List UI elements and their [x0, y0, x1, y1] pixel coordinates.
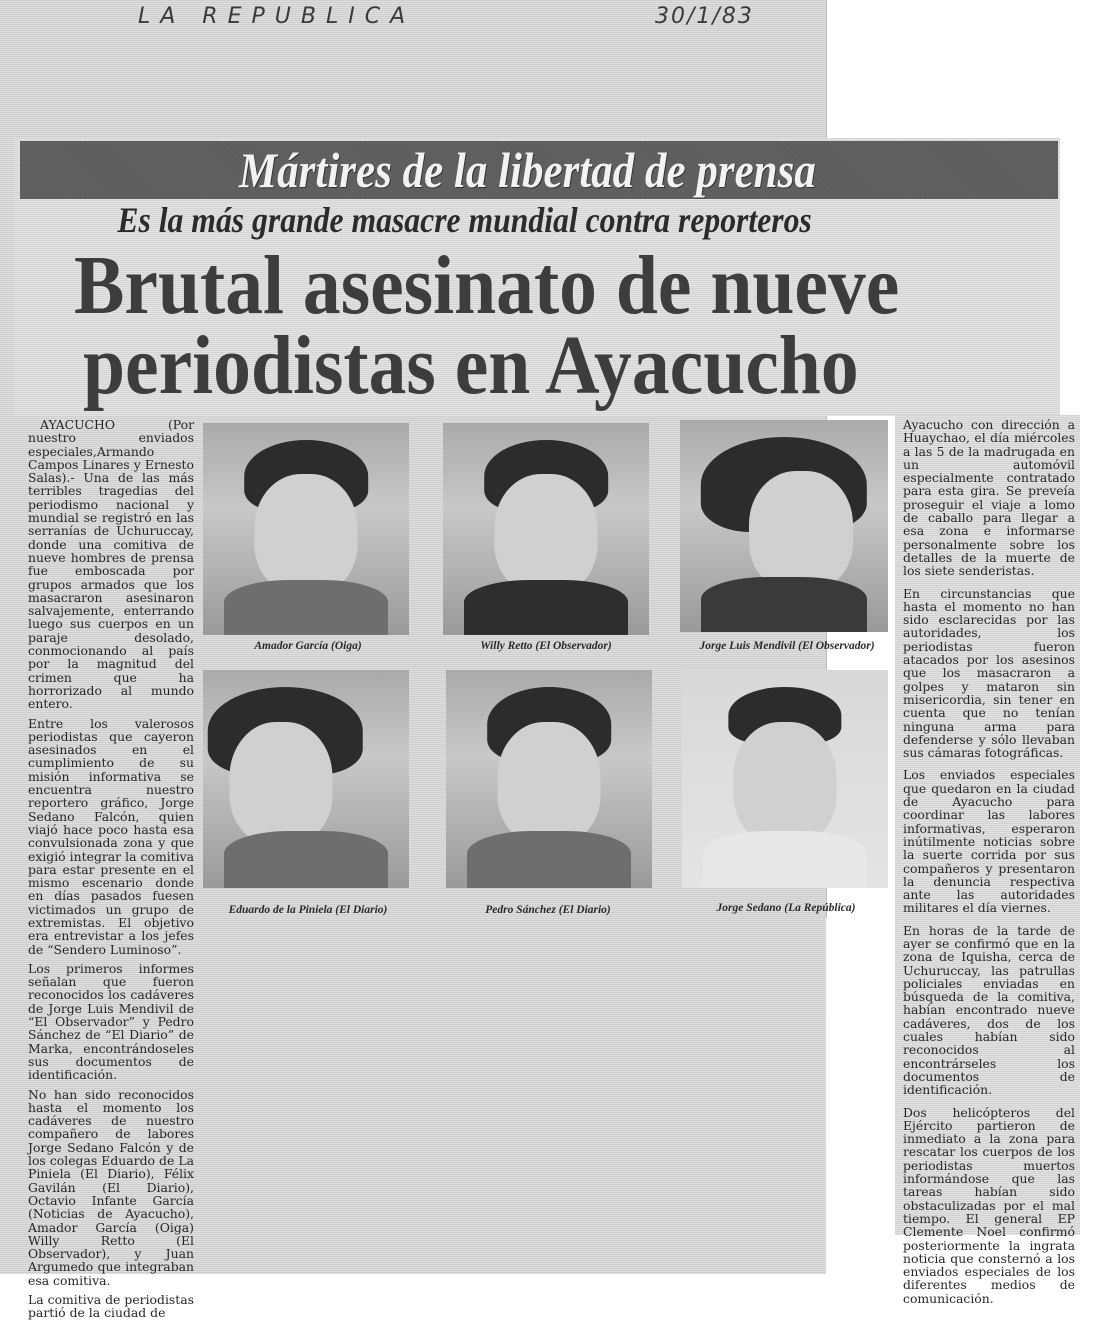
- headline-line-1: Brutal asesinato de nueve: [74, 239, 900, 332]
- photo-caption: Eduardo de la Piniela (El Diario): [228, 904, 388, 916]
- photo-willy-retto: [443, 423, 649, 635]
- paragraph: Entre los valerosos periodistas que cayeron asesinados en el cumplimiento de su misión informativa se encuentra nuestro reportero gráfico, Jorge Sedano Falcón, quien viajó hace poco hasta esa convulsionada zona y que exigió integrar la comitiva para estar presente en el mismo escenario donde en días pasados fuesen victimados un grupo de extremistas. El objetivo era entrevistar a los jefes de “Sendero Luminoso”.: [28, 715, 194, 957]
- paragraph: Los primeros informes señalan que fueron reconocidos los cadáveres de Jorge Luis Mendivil de “El Observador” y Pedro Sánchez de “El Diario” de Marka, encontrándoseles sus documentos de identificación.: [28, 960, 194, 1083]
- blank-area: [826, 918, 895, 1274]
- kicker-band: [20, 141, 1058, 199]
- right-column: [903, 418, 1075, 1314]
- photo-jorge-luis-mendivil: [680, 420, 888, 632]
- photo-eduardo-de-la-piniela: [203, 670, 409, 888]
- photo-amador-garcia: [203, 423, 409, 635]
- photo-caption: Jorge Sedano (La República): [716, 902, 856, 914]
- photo-pedro-sanchez: [446, 670, 652, 888]
- headline-block: [14, 138, 1060, 416]
- photo-jorge-sedano: [682, 670, 888, 888]
- handwritten-newspaper-name: LA REPUBLICA: [138, 4, 416, 29]
- photo-caption: Pedro Sánchez (El Diario): [485, 904, 611, 916]
- paragraph: En circunstancias que hasta el momento no han sido esclarecidas por las autoridades, los periodistas fueron atacados por los asesinos que los masacraron a golpes y mataron sin misericordia, sin tener en cuenta que no tenían ninguna arma para defenderse y sólo llevaban sus cámaras fotográficas.: [903, 585, 1075, 761]
- photo-caption: Jorge Luis Mendivil (El Observador): [699, 640, 875, 652]
- left-column: [28, 418, 194, 1326]
- headline: [74, 239, 938, 412]
- kicker: Mártires de la libertad de prensa: [238, 142, 816, 198]
- handwritten-date: 30/1/83: [655, 4, 754, 29]
- photo-caption: Amador García (Oiga): [254, 640, 362, 652]
- paragraph: AYACUCHO (Por nuestro enviados especiales,Armando Campos Linares y Ernesto Salas).- Una de las más terribles tragedias del periodismo nacional y mundial se registró en las serranías de Uchuruccay, donde una comitiva de nueve hombres de prensa fue emboscada por grupos armados que los masacraron asesinaron salvajemente, enterrando luego sus cuerpos en un paraje desolado, conmocionando al país por la magnitud del crimen que ha horrorizado al mundo entero.: [28, 417, 194, 712]
- photo-caption: Willy Retto (El Observador): [480, 640, 612, 652]
- paragraph: Dos helicópteros del Ejército partieron de inmediato a la zona para rescatar los cuerpos de los periodistas muertos informándose que las tareas habían sido obstaculizadas por el mal tiempo. El general EP Clemente Noel confirmó posteriormente la ingrata noticia que consternó a los enviados especiales de los diferentes medios de comunicación.: [903, 1104, 1075, 1306]
- paragraph: Los enviados especiales que quedaron en la ciudad de Ayacucho para coordinar las labores informativas, esperaron inútilmente noticias sobre la suerte corrida por sus compañeros y presentaron la denuncia respectiva ante las autoridades militares el día viernes.: [903, 767, 1075, 916]
- subheadline: Es la más grande masacre mundial contra reporteros: [117, 200, 812, 240]
- paragraph: En horas de la tarde de ayer se confirmó que en la zona de Iquisha, cerca de Uchuruccay, las patrullas policiales enviadas en búsqueda de la comitiva, habían encontrado nueve cadáveres, dos de los cuales habían sido reconocidos al encontrárseles los documentos de identificación.: [903, 922, 1075, 1098]
- headline-line-2: periodistas en Ayacucho: [83, 319, 859, 412]
- photo-grid: [198, 418, 890, 918]
- paragraph: No han sido reconocidos hasta el momento los cadáveres de nuestro compañero de labores Jorge Sedano Falcón y de los colegas Eduardo de La Piniela (El Diario), Félix Gavilán (El Diario), Octavio Infante García (Noticias de Ayacucho), Amador García (Oiga) Willy Retto (El Observador), y Juan Argumedo que integraban esa comitiva.: [28, 1086, 194, 1288]
- paragraph: Ayacucho con dirección a Huaychao, el día miércoles a las 5 de la madrugada en un automóvil especialmente contratado para esta gira. Se preveía proseguir el viaje a lomo de caballo para llegar a esa zona e informarse personalmente sobre los detalles de la muerte de los siete senderistas.: [903, 417, 1075, 579]
- paragraph: La comitiva de periodistas partió de la ciudad de: [28, 1292, 194, 1321]
